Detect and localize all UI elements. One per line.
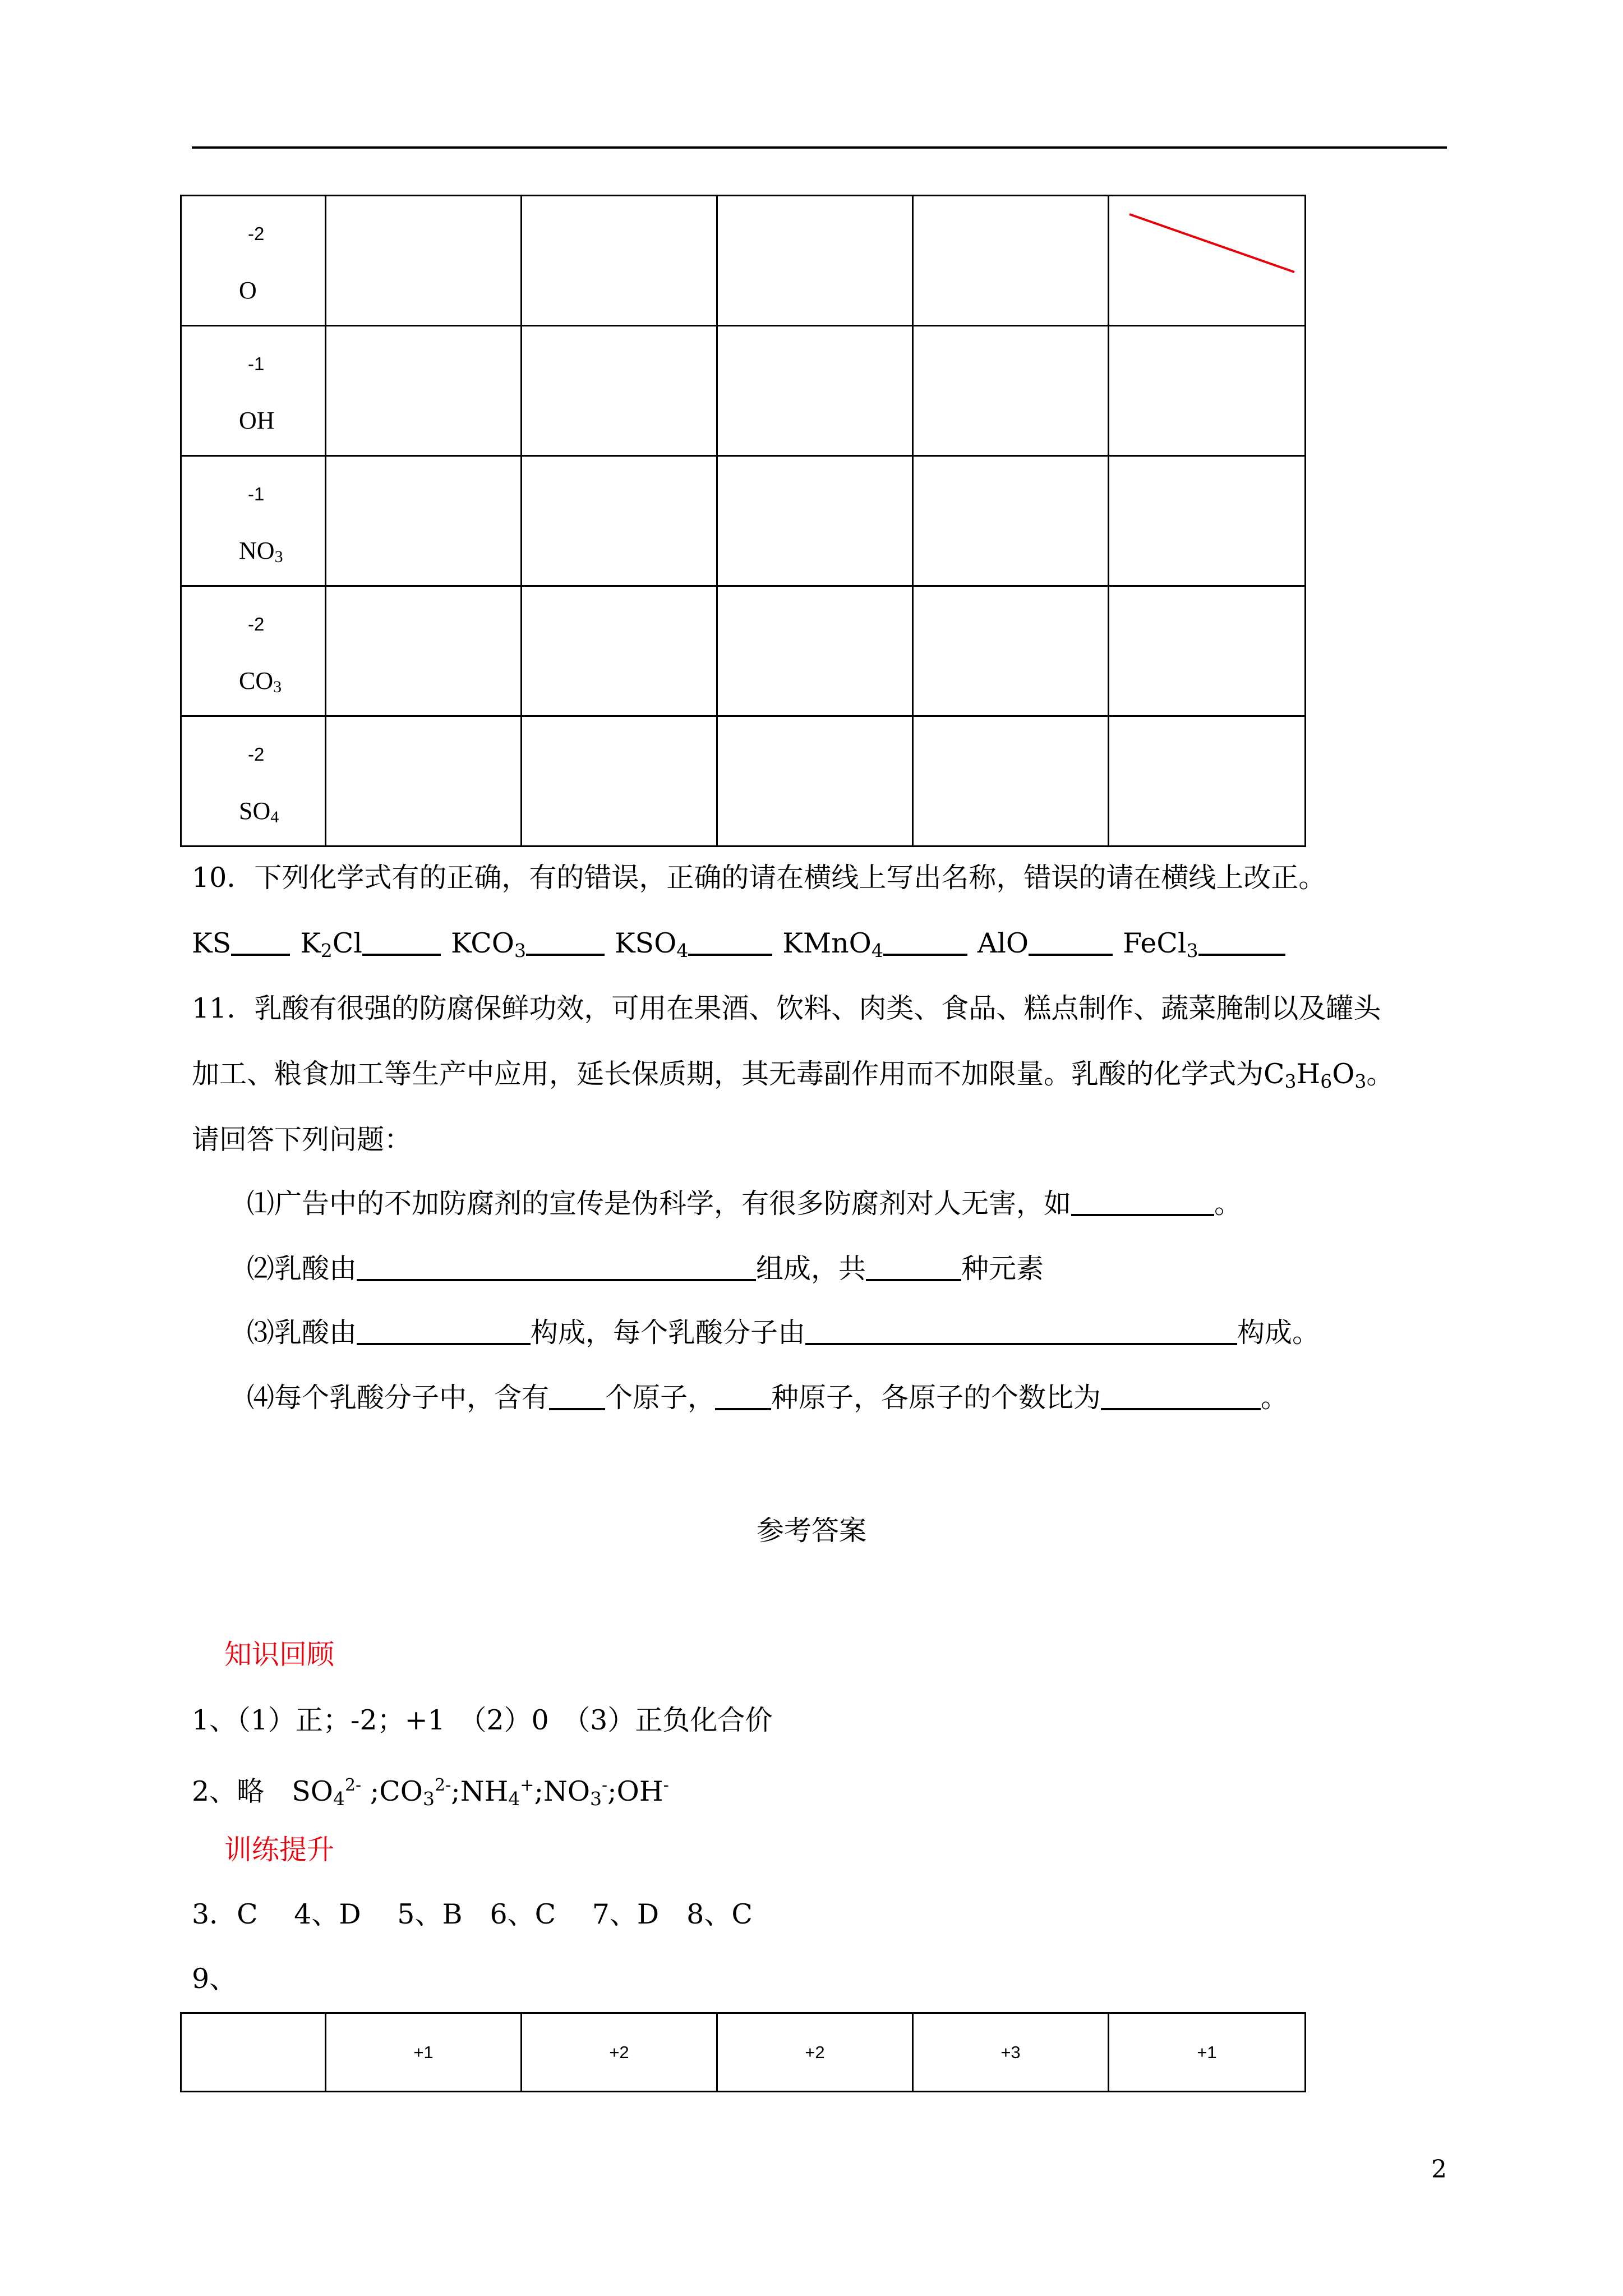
ion-charge: -2 <box>248 744 265 765</box>
answer-cell[interactable] <box>326 326 522 456</box>
table-row <box>181 716 1306 846</box>
ion-formula: $SO_4$ <box>239 797 279 826</box>
answer-blank[interactable] <box>549 1384 605 1410</box>
answer-cell[interactable] <box>326 196 522 326</box>
answer-blank[interactable] <box>357 1255 756 1281</box>
ion-label-cell <box>181 586 326 716</box>
answer-cell[interactable] <box>717 716 913 846</box>
answer-cell[interactable] <box>1109 586 1306 716</box>
ion-formula: $NH_4^+$; <box>460 1775 543 1810</box>
table-row <box>181 456 1306 586</box>
answer-blank[interactable] <box>805 1319 1237 1345</box>
answer-blank[interactable] <box>1071 1190 1214 1216</box>
answer-cell[interactable] <box>913 326 1109 456</box>
answers-title: 参考答案 <box>756 1515 866 1547</box>
answer-cell[interactable] <box>717 196 913 326</box>
q10-formula: KMnO$_4$ <box>782 927 883 961</box>
ion-label-cell <box>181 456 326 586</box>
answer-blank[interactable] <box>526 930 605 956</box>
ion-formula: $CO_3^{2-}$; <box>379 1775 460 1810</box>
q11-part3: ⑶乳酸由 构成，每个乳酸分子由 构成。 <box>247 1317 1320 1349</box>
answer-3-8: 3．C 4、D 5、B 6、C 7、D 8、C <box>192 1898 753 1930</box>
answer-9-table <box>180 2012 1306 2092</box>
answer-cell[interactable] <box>522 196 717 326</box>
q10-formula-line <box>192 927 1285 968</box>
ion-table <box>180 195 1306 847</box>
answer-cell[interactable] <box>326 716 522 846</box>
answer-value-cell: +2 <box>717 2013 913 2092</box>
answer-cell[interactable] <box>522 716 717 846</box>
answer-cell[interactable] <box>913 456 1109 586</box>
table-row <box>181 2013 1306 2092</box>
page-number: 2 <box>1431 2155 1447 2184</box>
q10-text: 10．下列化学式有的正确，有的错误，正确的请在横线上写出名称，错误的请在横线上改正。 <box>192 862 1326 894</box>
answer-9-label: 9、 <box>192 1963 237 1995</box>
ion-charge: -2 <box>248 223 265 244</box>
ion-formula: $CO_3$ <box>239 667 282 696</box>
table-row <box>181 586 1306 716</box>
ion-formula: OH <box>239 407 275 434</box>
q11-part2: ⑵乳酸由 组成，共 种元素 <box>247 1253 1044 1285</box>
q11-line3: 请回答下列问题： <box>192 1124 412 1156</box>
answer-cell[interactable] <box>717 326 913 456</box>
answer-cell[interactable] <box>326 586 522 716</box>
answer-blank[interactable] <box>688 930 772 956</box>
answer-blank[interactable] <box>715 1384 771 1410</box>
q10-formula: $K_2Cl$ <box>300 927 362 961</box>
answer-1: 1、（1）正；-2；+1 （2）0 （3）正负化合价 <box>192 1704 773 1736</box>
q10-formula: $KCO_3$ <box>450 927 526 961</box>
section-knowledge-review: 知识回顾 <box>224 1639 335 1671</box>
answer-blank[interactable] <box>1198 930 1285 956</box>
answer-value-cell: +1 <box>1109 2013 1306 2092</box>
q10-formula: AlO <box>977 927 1029 959</box>
ion-label-cell <box>181 326 326 456</box>
lactic-acid-formula: $C_3H_6O_3$。 <box>1264 1058 1394 1092</box>
answer-cell[interactable] <box>522 586 717 716</box>
q11-line2: 加工、粮食加工等生产中应用，延长保质期，其无毒副作用而不加限量。乳酸的化学式为$C_3H_6O_3$。 <box>192 1058 1394 1092</box>
answer-cell[interactable] <box>1109 716 1306 846</box>
answer-cell[interactable] <box>326 456 522 586</box>
answer-blank[interactable] <box>883 930 967 956</box>
answer-cell[interactable] <box>1109 196 1306 326</box>
answer-blank[interactable] <box>1029 930 1113 956</box>
answer-cell[interactable] <box>913 196 1109 326</box>
ion-formula: O <box>239 277 257 304</box>
answer-cell[interactable] <box>522 456 717 586</box>
answer-blank[interactable] <box>231 930 290 956</box>
answer-2: 2、略 $SO_4^{2-}$ $;CO_3^{2-};NH_4^+;NO_3^-;OH^-$ <box>192 1775 669 1810</box>
ion-label-cell <box>181 196 326 326</box>
red-strike-line <box>1109 196 1306 325</box>
answer-blank[interactable] <box>357 1319 531 1345</box>
answer-cell[interactable] <box>1109 456 1306 586</box>
ion-formula: $SO_4^{2-}$ ; <box>292 1775 380 1810</box>
q10-formula: KS <box>192 927 232 959</box>
answer-blank[interactable] <box>362 930 441 956</box>
ion-formula: OH- <box>616 1775 669 1807</box>
ion-charge: -1 <box>248 484 265 504</box>
q11-part1: ⑴广告中的不加防腐剂的宣传是伪科学，有很多防腐剂对人无害，如 。 <box>247 1188 1242 1220</box>
ion-label-cell <box>181 716 326 846</box>
answer-value-cell: +1 <box>326 2013 522 2092</box>
answer-cell[interactable] <box>913 716 1109 846</box>
ion-formula: $NO_3^-$; <box>543 1775 617 1810</box>
q11-line1: 11．乳酸有很强的防腐保鲜功效，可用在果酒、饮料、肉类、食品、糕点制作、蔬菜腌制以及罐头 <box>192 992 1381 1024</box>
answer-cell[interactable] <box>522 326 717 456</box>
q10-formula: FeCl$_3$ <box>1123 927 1198 961</box>
ion-formula: $NO_3$ <box>239 537 283 566</box>
answer-cell[interactable] <box>717 456 913 586</box>
answer-cell[interactable] <box>913 586 1109 716</box>
answer-blank[interactable] <box>1101 1384 1261 1410</box>
answer-cell[interactable] <box>1109 326 1306 456</box>
answer-value-cell: +3 <box>913 2013 1109 2092</box>
answer-value-cell: +2 <box>522 2013 717 2092</box>
section-training: 训练提升 <box>224 1834 335 1866</box>
header-rule <box>192 146 1447 149</box>
table-row <box>181 326 1306 456</box>
ion-charge: -2 <box>248 614 265 634</box>
ion-charge: -1 <box>248 353 265 374</box>
answer-value-cell <box>181 2013 326 2092</box>
answer-cell[interactable] <box>717 586 913 716</box>
table-row <box>181 196 1306 326</box>
q11-part4: ⑷每个乳酸分子中，含有 个原子， 种原子，各原子的个数比为 。 <box>247 1382 1289 1414</box>
answer-blank[interactable] <box>866 1255 961 1281</box>
q10-formula: $KSO_4$ <box>614 927 689 961</box>
